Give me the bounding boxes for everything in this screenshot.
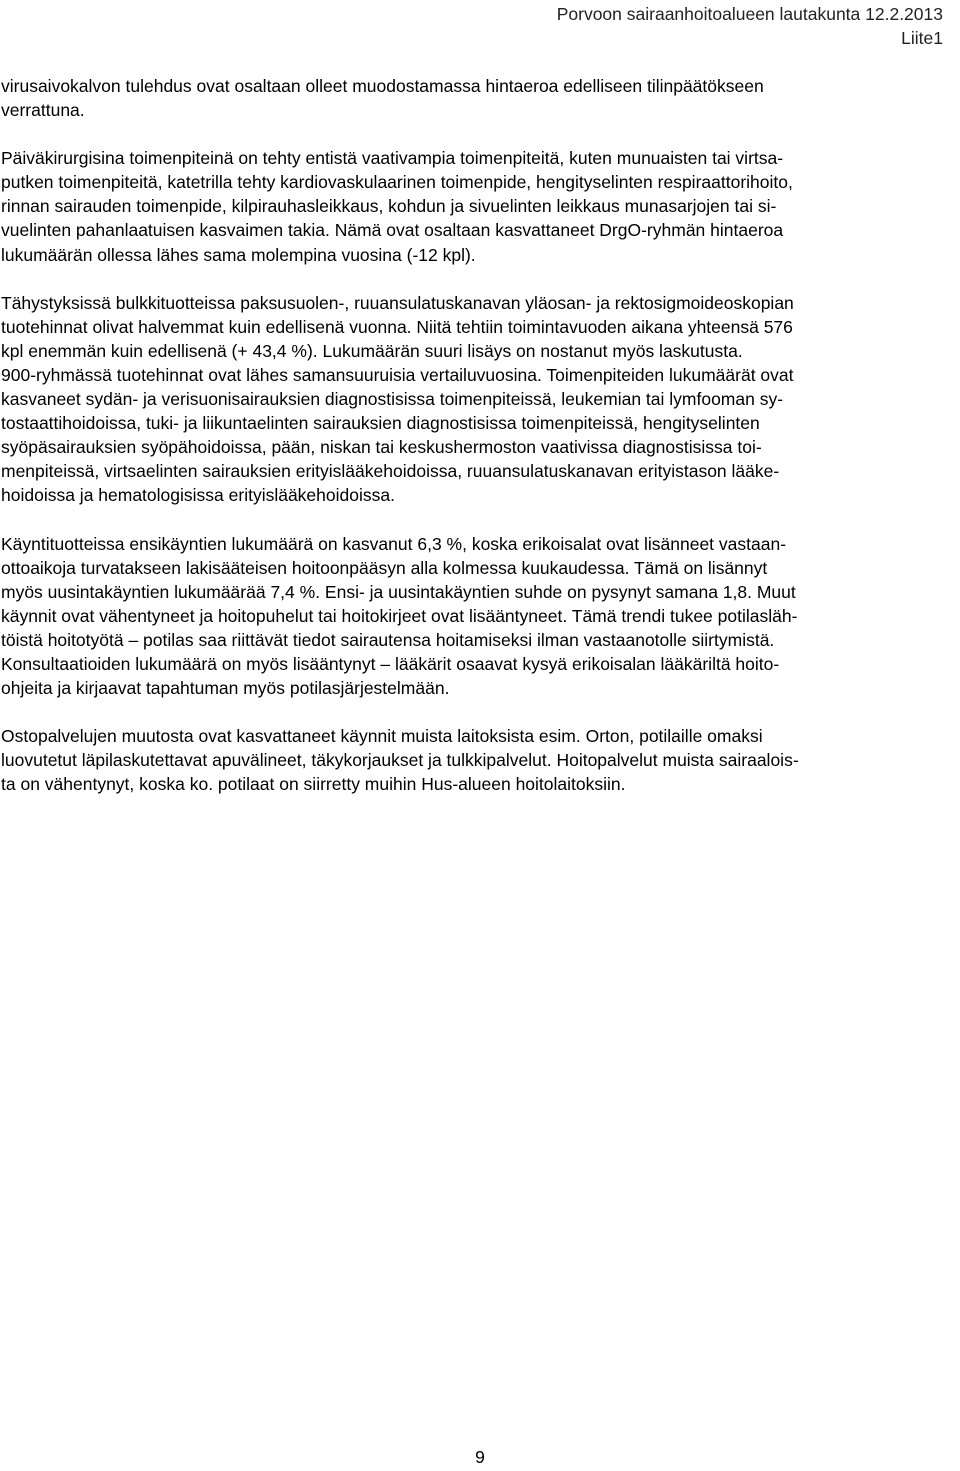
paragraph-2: Päiväkirurgisina toimenpiteinä on tehty entistä vaativampia toimenpiteitä, kuten munuaisten tai virtsa- putken toimenpiteitä, katetrilla tehty kardiovaskulaarinen toimenpide, hengityselinten respiraattorihoito, rinnan sairauden toimenpide, kilpirauhasleikkaus, kohdun ja sivuelinten leikkaus munasarjojen tai si- vuelinten pahanlaatuisen kasvaimen takia. Nämä ovat osaltaan kasvattaneet DrgO-ryhmän hintaeroa lukumäärän ollessa lähes sama molempina vuosina (-12 kpl).: [1, 148, 793, 265]
document-body: [1, 74, 954, 820]
paragraph-5: Ostopalvelujen muutosta ovat kasvattaneet käynnit muista laitoksista esim. Orton, potilaille omaksi luovutetut läpilaskutettavat apuvälineet, täkykorjaukset ja tulkkipalvelut. Hoitopalvelut muista sairaalois- ta on vähentynyt, koska ko. potilaat on siirretty muihin Hus-alueen hoitolaitoksiin.: [1, 726, 799, 795]
page-number: 9: [475, 1447, 485, 1467]
paragraph-1: virusaivokalvon tulehdus ovat osaltaan olleet muodostamassa hintaeroa edelliseen tilinpäätökseen verrattuna.: [1, 76, 764, 121]
header-title: Porvoon sairaanhoitoalueen lautakunta 12.2.2013: [556, 4, 943, 24]
header-attachment-label: Liite1: [901, 28, 943, 48]
paragraph-3: Tähystyksissä bulkkituotteissa paksusuolen-, ruuansulatuskanavan yläosan- ja rektosigmoideoskopian tuotehinnat olivat halvemmat kuin edellisenä vuonna. Niitä tehtiin toimintavuoden aikana yhteensä 576 kpl enemmän kuin edellisenä (+ 43,4 %). Lukumäärän suuri lisäys on nostanut myös laskutusta. 900-ryhmässä tuotehinnat ovat lähes samansuuruisia vertailuvuosina. Toimenpiteiden lukumäärät ovat kasvaneet sydän- ja verisuonisairauksien diagnostisissa toimenpiteissä, leukemian tai lymfooman sy- tostaattihoidoissa, tuki- ja liikuntaelinten sairauksien diagnostisissa toimenpiteissä, hengityselinten syöpäsairauksien syöpähoidoissa, pään, niskan tai keskushermoston vaativissa diagnostisissa toi- menpiteissä, virtsaelinten sairauksien erityislääkehoidoissa, ruuansulatuskanavan erityistason lääke- hoidoissa ja hematologisissa erityislääkehoidoissa.: [1, 292, 794, 506]
page-header: [557, 2, 943, 50]
paragraph-4: Käyntituotteissa ensikäyntien lukumäärä on kasvanut 6,3 %, koska erikoisalat ovat lisänneet vastaan- ottoaikoja turvatakseen lakisääteisen hoitoonpääsyn alla kolmessa kuukaudessa. Tämä on lisännyt myös uusintakäyntien lukumäärää 7,4 %. Ensi- ja uusintakäyntien suhde on pysynyt samana 1,8. Muut käynnit ovat vähentyneet ja hoitopuhelut tai hoitokirjeet ovat lisääntyneet. Tämä trendi tukee potilasläh- töistä hoitotyötä – potilas saa riittävät tiedot sairautensa hoitamiseksi ilman vastaanotolle siirtymistä. Konsultaatioiden lukumäärä on myös lisääntynyt – lääkärit osaavat kysyä erikoisalan lääkäriltä hoito- ohjeita ja kirjaavat tapahtuman myös potilasjärjestelmään.: [1, 533, 798, 699]
